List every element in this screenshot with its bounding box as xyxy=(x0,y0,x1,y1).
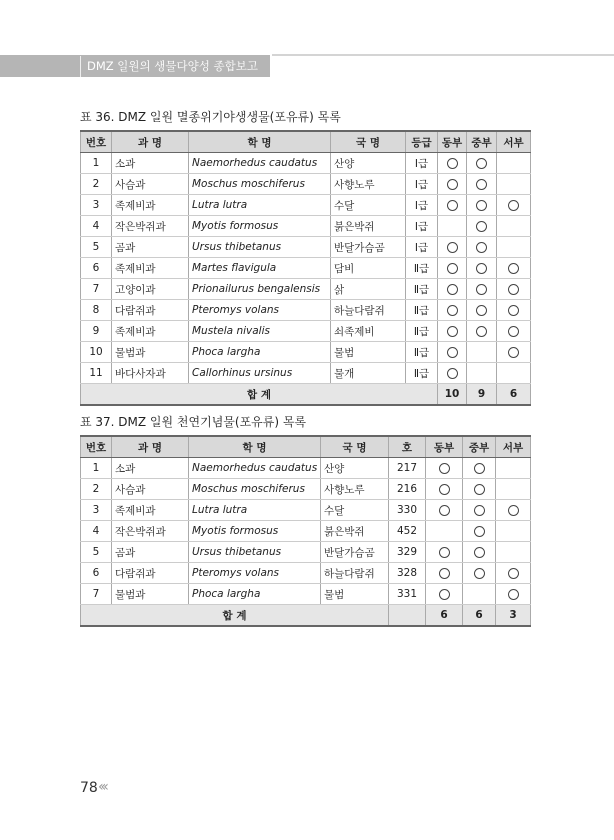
column-header: 호 xyxy=(389,436,426,458)
total-row xyxy=(81,384,531,406)
family-name: 작은박쥐과 xyxy=(112,521,189,542)
table-row xyxy=(81,195,531,216)
family-name: 족제비과 xyxy=(112,321,189,342)
circle-mark-icon xyxy=(447,158,458,169)
presence-central xyxy=(467,342,497,363)
presence-west xyxy=(496,458,531,479)
presence-east xyxy=(438,237,467,258)
grade: Ⅰ급 xyxy=(406,216,438,237)
presence-central xyxy=(467,363,497,384)
circle-mark-icon xyxy=(476,284,487,295)
circle-mark-icon xyxy=(474,484,485,495)
monument-number: 331 xyxy=(389,584,426,605)
circle-mark-icon xyxy=(439,463,450,474)
presence-east xyxy=(426,542,463,563)
presence-east xyxy=(438,363,467,384)
korean-name: 물개 xyxy=(331,363,406,384)
presence-east xyxy=(438,300,467,321)
scientific-name: Myotis formosus xyxy=(189,216,331,237)
family-name: 고양이과 xyxy=(112,279,189,300)
scientific-name: Naemorhedus caudatus xyxy=(189,458,321,479)
circle-mark-icon xyxy=(476,326,487,337)
korean-name: 수달 xyxy=(331,195,406,216)
circle-mark-icon xyxy=(447,242,458,253)
scientific-name: Phoca largha xyxy=(189,584,321,605)
monument-number: 330 xyxy=(389,500,426,521)
table-row xyxy=(81,363,531,384)
column-header: 중부 xyxy=(463,436,496,458)
column-header: 국 명 xyxy=(321,436,389,458)
total-empty-cell xyxy=(389,605,426,627)
grade: Ⅰ급 xyxy=(406,195,438,216)
korean-name: 산양 xyxy=(331,153,406,174)
circle-mark-icon xyxy=(508,305,519,316)
total-west: 3 xyxy=(496,605,531,627)
grade: Ⅰ급 xyxy=(406,174,438,195)
circle-mark-icon xyxy=(508,326,519,337)
presence-west xyxy=(497,216,531,237)
presence-west xyxy=(497,153,531,174)
presence-east xyxy=(438,153,467,174)
circle-mark-icon xyxy=(447,368,458,379)
row-number: 1 xyxy=(81,153,112,174)
presence-east xyxy=(426,479,463,500)
circle-mark-icon xyxy=(474,568,485,579)
presence-central xyxy=(467,321,497,342)
presence-east xyxy=(438,342,467,363)
circle-mark-icon xyxy=(508,263,519,274)
circle-mark-icon xyxy=(476,305,487,316)
presence-east xyxy=(438,279,467,300)
presence-west xyxy=(497,300,531,321)
row-number: 4 xyxy=(81,521,112,542)
row-number: 9 xyxy=(81,321,112,342)
grade: Ⅱ급 xyxy=(406,342,438,363)
presence-west xyxy=(497,342,531,363)
table-row xyxy=(81,258,531,279)
presence-central xyxy=(467,279,497,300)
scientific-name: Lutra lutra xyxy=(189,195,331,216)
grade: Ⅰ급 xyxy=(406,153,438,174)
row-number: 8 xyxy=(81,300,112,321)
circle-mark-icon xyxy=(508,284,519,295)
table-row xyxy=(81,521,531,542)
report-title: DMZ 일원의 생물다양성 종합보고서 xyxy=(80,56,268,77)
presence-east xyxy=(438,174,467,195)
presence-east xyxy=(438,195,467,216)
presence-west xyxy=(497,258,531,279)
scientific-name: Martes flavigula xyxy=(189,258,331,279)
family-name: 물범과 xyxy=(112,342,189,363)
row-number: 1 xyxy=(81,458,112,479)
presence-central xyxy=(463,479,496,500)
table-37-natural-monuments xyxy=(80,435,531,627)
grade: Ⅱ급 xyxy=(406,363,438,384)
presence-central xyxy=(467,258,497,279)
presence-central xyxy=(463,563,496,584)
chevrons-icon: ‹‹‹ xyxy=(98,779,106,795)
table-row xyxy=(81,342,531,363)
table-row xyxy=(81,153,531,174)
table-row xyxy=(81,458,531,479)
row-number: 2 xyxy=(81,174,112,195)
scientific-name: Ursus thibetanus xyxy=(189,542,321,563)
circle-mark-icon xyxy=(474,547,485,558)
column-header: 중부 xyxy=(467,131,497,153)
family-name: 사슴과 xyxy=(112,174,189,195)
table-row xyxy=(81,216,531,237)
circle-mark-icon xyxy=(474,505,485,516)
presence-central xyxy=(467,300,497,321)
circle-mark-icon xyxy=(439,484,450,495)
korean-name: 하늘다람쥐 xyxy=(331,300,406,321)
presence-west xyxy=(496,500,531,521)
scientific-name: Phoca largha xyxy=(189,342,331,363)
grade: Ⅱ급 xyxy=(406,321,438,342)
scientific-name: Naemorhedus caudatus xyxy=(189,153,331,174)
scientific-name: Mustela nivalis xyxy=(189,321,331,342)
presence-east xyxy=(426,584,463,605)
column-header: 서부 xyxy=(496,436,531,458)
presence-central xyxy=(463,500,496,521)
table-row xyxy=(81,479,531,500)
column-header: 번호 xyxy=(81,436,112,458)
circle-mark-icon xyxy=(508,347,519,358)
presence-central xyxy=(463,521,496,542)
column-header: 서부 xyxy=(497,131,531,153)
total-central: 9 xyxy=(467,384,497,406)
column-header: 학 명 xyxy=(189,436,321,458)
row-number: 4 xyxy=(81,216,112,237)
family-name: 족제비과 xyxy=(112,258,189,279)
table-36-caption: 표 36. DMZ 일원 멸종위기야생생물(포유류) 목록 xyxy=(80,110,341,124)
korean-name: 수달 xyxy=(321,500,389,521)
row-number: 11 xyxy=(81,363,112,384)
row-number: 3 xyxy=(81,500,112,521)
presence-central xyxy=(467,195,497,216)
column-header: 동부 xyxy=(438,131,467,153)
korean-name: 산양 xyxy=(321,458,389,479)
family-name: 족제비과 xyxy=(112,195,189,216)
row-number: 6 xyxy=(81,563,112,584)
korean-name: 붉은박쥐 xyxy=(321,521,389,542)
korean-name: 반달가슴곰 xyxy=(331,237,406,258)
presence-west xyxy=(496,563,531,584)
presence-central xyxy=(463,584,496,605)
total-row xyxy=(81,605,531,627)
header-rule xyxy=(272,54,614,56)
scientific-name: Myotis formosus xyxy=(189,521,321,542)
presence-east xyxy=(426,521,463,542)
grade: Ⅱ급 xyxy=(406,279,438,300)
table-row xyxy=(81,500,531,521)
table-row xyxy=(81,563,531,584)
family-name: 다람쥐과 xyxy=(112,300,189,321)
korean-name: 담비 xyxy=(331,258,406,279)
family-name: 다람쥐과 xyxy=(112,563,189,584)
scientific-name: Lutra lutra xyxy=(189,500,321,521)
circle-mark-icon xyxy=(439,589,450,600)
korean-name: 사향노루 xyxy=(331,174,406,195)
circle-mark-icon xyxy=(476,221,487,232)
circle-mark-icon xyxy=(447,305,458,316)
monument-number: 216 xyxy=(389,479,426,500)
monument-number: 329 xyxy=(389,542,426,563)
table-36-endangered-mammals xyxy=(80,130,531,406)
row-number: 7 xyxy=(81,584,112,605)
scientific-name: Moschus moschiferus xyxy=(189,479,321,500)
column-header: 과 명 xyxy=(112,436,189,458)
presence-west xyxy=(496,479,531,500)
table-row xyxy=(81,237,531,258)
presence-west xyxy=(497,174,531,195)
korean-name: 쇠족제비 xyxy=(331,321,406,342)
family-name: 족제비과 xyxy=(112,500,189,521)
circle-mark-icon xyxy=(447,284,458,295)
family-name: 물범과 xyxy=(112,584,189,605)
presence-central xyxy=(467,237,497,258)
circle-mark-icon xyxy=(439,505,450,516)
circle-mark-icon xyxy=(476,158,487,169)
total-east: 10 xyxy=(438,384,467,406)
presence-west xyxy=(496,584,531,605)
korean-name: 하늘다람쥐 xyxy=(321,563,389,584)
presence-west xyxy=(496,542,531,563)
table-row xyxy=(81,321,531,342)
circle-mark-icon xyxy=(447,326,458,337)
scientific-name: Pteromys volans xyxy=(189,563,321,584)
row-number: 3 xyxy=(81,195,112,216)
scientific-name: Prionailurus bengalensis xyxy=(189,279,331,300)
circle-mark-icon xyxy=(447,263,458,274)
row-number: 10 xyxy=(81,342,112,363)
column-header: 등급 xyxy=(406,131,438,153)
presence-east xyxy=(438,216,467,237)
grade: Ⅱ급 xyxy=(406,258,438,279)
row-number: 2 xyxy=(81,479,112,500)
grade: Ⅰ급 xyxy=(406,237,438,258)
circle-mark-icon xyxy=(447,200,458,211)
scientific-name: Ursus thibetanus xyxy=(189,237,331,258)
monument-number: 452 xyxy=(389,521,426,542)
presence-west xyxy=(497,195,531,216)
presence-west xyxy=(497,321,531,342)
family-name: 바다사자과 xyxy=(112,363,189,384)
presence-central xyxy=(463,458,496,479)
presence-central xyxy=(467,216,497,237)
page-number: 78 xyxy=(80,780,98,796)
total-east: 6 xyxy=(426,605,463,627)
total-west: 6 xyxy=(497,384,531,406)
circle-mark-icon xyxy=(447,347,458,358)
korean-name: 사향노루 xyxy=(321,479,389,500)
column-header: 국 명 xyxy=(331,131,406,153)
table-row xyxy=(81,174,531,195)
presence-west xyxy=(496,521,531,542)
korean-name: 반달가슴곰 xyxy=(321,542,389,563)
circle-mark-icon xyxy=(439,568,450,579)
presence-central xyxy=(467,153,497,174)
family-name: 소과 xyxy=(112,153,189,174)
circle-mark-icon xyxy=(476,179,487,190)
korean-name: 물범 xyxy=(331,342,406,363)
column-header: 동부 xyxy=(426,436,463,458)
table-row xyxy=(81,279,531,300)
table-37-caption: 표 37. DMZ 일원 천연기념물(포유류) 목록 xyxy=(80,415,307,429)
presence-central xyxy=(467,174,497,195)
grade: Ⅱ급 xyxy=(406,300,438,321)
presence-west xyxy=(497,279,531,300)
monument-number: 328 xyxy=(389,563,426,584)
family-name: 소과 xyxy=(112,458,189,479)
column-header: 학 명 xyxy=(189,131,331,153)
monument-number: 217 xyxy=(389,458,426,479)
circle-mark-icon xyxy=(508,589,519,600)
korean-name: 물범 xyxy=(321,584,389,605)
family-name: 곰과 xyxy=(112,542,189,563)
circle-mark-icon xyxy=(476,242,487,253)
presence-east xyxy=(426,563,463,584)
presence-west xyxy=(497,363,531,384)
circle-mark-icon xyxy=(508,505,519,516)
circle-mark-icon xyxy=(447,179,458,190)
family-name: 곰과 xyxy=(112,237,189,258)
presence-central xyxy=(463,542,496,563)
circle-mark-icon xyxy=(474,526,485,537)
korean-name: 붉은박쥐 xyxy=(331,216,406,237)
row-number: 5 xyxy=(81,542,112,563)
header-row xyxy=(81,131,531,153)
row-number: 5 xyxy=(81,237,112,258)
scientific-name: Moschus moschiferus xyxy=(189,174,331,195)
family-name: 작은박쥐과 xyxy=(112,216,189,237)
presence-east xyxy=(438,258,467,279)
circle-mark-icon xyxy=(508,568,519,579)
total-label: 합 계 xyxy=(81,384,438,406)
table-row xyxy=(81,300,531,321)
korean-name: 삵 xyxy=(331,279,406,300)
column-header: 과 명 xyxy=(112,131,189,153)
header-row xyxy=(81,436,531,458)
row-number: 7 xyxy=(81,279,112,300)
circle-mark-icon xyxy=(476,263,487,274)
circle-mark-icon xyxy=(474,463,485,474)
circle-mark-icon xyxy=(508,200,519,211)
scientific-name: Callorhinus ursinus xyxy=(189,363,331,384)
column-header: 번호 xyxy=(81,131,112,153)
scientific-name: Pteromys volans xyxy=(189,300,331,321)
circle-mark-icon xyxy=(476,200,487,211)
presence-east xyxy=(426,458,463,479)
circle-mark-icon xyxy=(439,547,450,558)
presence-west xyxy=(497,237,531,258)
presence-east xyxy=(438,321,467,342)
total-central: 6 xyxy=(463,605,496,627)
row-number: 6 xyxy=(81,258,112,279)
total-label: 합 계 xyxy=(81,605,389,627)
table-row xyxy=(81,542,531,563)
presence-east xyxy=(426,500,463,521)
family-name: 사슴과 xyxy=(112,479,189,500)
table-row xyxy=(81,584,531,605)
